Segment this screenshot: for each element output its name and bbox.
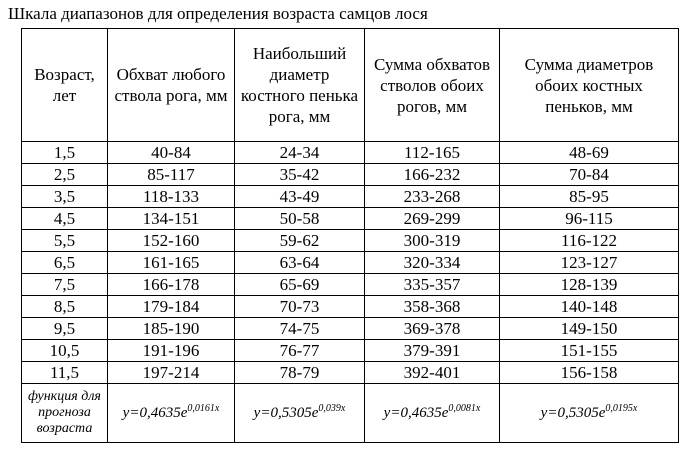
cell-sum-girths: 369-378 [365,318,500,340]
formula-pedicle-diameter [235,384,365,443]
cell-sum-girths: 358-368 [365,296,500,318]
cell-pedicle-diameter: 59-62 [235,230,365,252]
formula-exponent: 0,0161x [187,403,220,414]
formula-exponent: 0,039x [318,403,346,414]
cell-sum-girths: 112-165 [365,142,500,164]
cell-shaft-girth: 197-214 [108,362,235,384]
cell-pedicle-diameter: 50-58 [235,208,365,230]
cell-sum-diameters: 151-155 [500,340,679,362]
cell-age: 10,5 [22,340,108,362]
cell-pedicle-diameter: 43-49 [235,186,365,208]
cell-sum-girths: 166-232 [365,164,500,186]
formula-base: y=0,4635e [122,405,188,421]
function-label: функция для прогноза возраста [22,384,108,443]
cell-pedicle-diameter: 74-75 [235,318,365,340]
cell-shaft-girth: 118-133 [108,186,235,208]
header-row [22,29,679,142]
cell-age: 4,5 [22,208,108,230]
cell-shaft-girth: 40-84 [108,142,235,164]
cell-pedicle-diameter: 78-79 [235,362,365,384]
table-row [22,340,679,362]
cell-sum-diameters: 140-148 [500,296,679,318]
table-row [22,142,679,164]
cell-shaft-girth: 85-117 [108,164,235,186]
cell-sum-girths: 300-319 [365,230,500,252]
cell-age: 5,5 [22,230,108,252]
table-row [22,230,679,252]
cell-sum-diameters: 70-84 [500,164,679,186]
cell-age: 11,5 [22,362,108,384]
cell-sum-diameters: 85-95 [500,186,679,208]
cell-sum-diameters: 48-69 [500,142,679,164]
cell-age: 3,5 [22,186,108,208]
cell-pedicle-diameter: 76-77 [235,340,365,362]
cell-age: 9,5 [22,318,108,340]
cell-age: 2,5 [22,164,108,186]
formula-base: y=0,5305e [540,405,606,421]
cell-shaft-girth: 134-151 [108,208,235,230]
cell-pedicle-diameter: 65-69 [235,274,365,296]
cell-pedicle-diameter: 35-42 [235,164,365,186]
formula-sum-diameters [500,384,679,443]
table-row [22,208,679,230]
table-row [22,274,679,296]
cell-sum-girths: 392-401 [365,362,500,384]
header-shaft-girth: Обхват любого ствола рога, мм [108,29,235,142]
formula-shaft-girth [108,384,235,443]
cell-shaft-girth: 185-190 [108,318,235,340]
cell-sum-girths: 379-391 [365,340,500,362]
cell-sum-girths: 335-357 [365,274,500,296]
cell-pedicle-diameter: 70-73 [235,296,365,318]
formula-base: y=0,5305e [253,405,319,421]
cell-pedicle-diameter: 63-64 [235,252,365,274]
page-title: Шкала диапазонов для определения возраста самцов лося [8,4,428,23]
table-row [22,362,679,384]
cell-sum-girths: 233-268 [365,186,500,208]
cell-age: 6,5 [22,252,108,274]
formula-exponent: 0,0081x [448,403,481,414]
header-pedicle-diameter: Наибольший диаметр костного пенька рога, мм [235,29,365,142]
cell-age: 7,5 [22,274,108,296]
cell-shaft-girth: 191-196 [108,340,235,362]
cell-sum-diameters: 156-158 [500,362,679,384]
cell-shaft-girth: 179-184 [108,296,235,318]
cell-sum-girths: 269-299 [365,208,500,230]
table-row [22,252,679,274]
table-row [22,186,679,208]
age-scale-table [21,28,679,443]
cell-sum-diameters: 149-150 [500,318,679,340]
cell-age: 1,5 [22,142,108,164]
cell-pedicle-diameter: 24-34 [235,142,365,164]
header-sum-diameters: Сумма диаметров обоих костных пеньков, мм [500,29,679,142]
cell-sum-diameters: 116-122 [500,230,679,252]
cell-sum-diameters: 128-139 [500,274,679,296]
formula-sum-girths [365,384,500,443]
cell-shaft-girth: 161-165 [108,252,235,274]
cell-shaft-girth: 166-178 [108,274,235,296]
header-age: Возраст, лет [22,29,108,142]
cell-shaft-girth: 152-160 [108,230,235,252]
cell-sum-diameters: 96-115 [500,208,679,230]
cell-sum-girths: 320-334 [365,252,500,274]
cell-sum-diameters: 123-127 [500,252,679,274]
function-row [22,384,679,443]
table-row [22,296,679,318]
header-sum-girths: Сумма обхватов стволов обоих рогов, мм [365,29,500,142]
formula-exponent: 0,0195x [605,403,638,414]
formula-base: y=0,4635e [383,405,449,421]
cell-age: 8,5 [22,296,108,318]
table-row [22,318,679,340]
table-row [22,164,679,186]
